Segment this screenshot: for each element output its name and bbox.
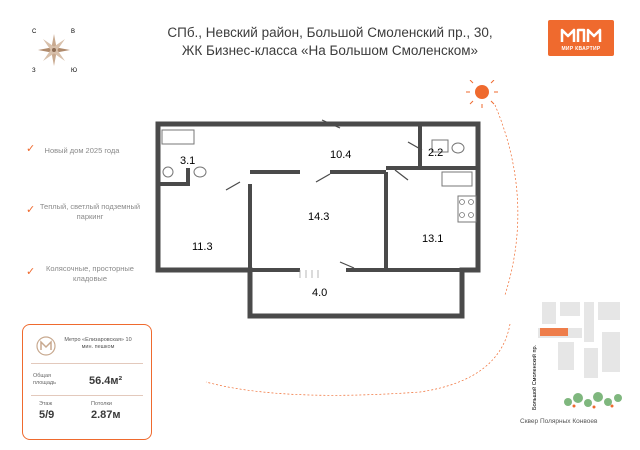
logo-text: МИР КВАРТИР <box>561 46 601 52</box>
ceiling-value: 2.87м <box>91 409 121 421</box>
divider <box>31 395 143 396</box>
doors <box>226 120 422 268</box>
check-icon: ✓ <box>26 204 36 216</box>
compass-west: З <box>32 68 36 74</box>
sun-icon <box>466 80 498 108</box>
area-label: Общая площадь <box>33 373 56 386</box>
floor-value: 5/9 <box>39 409 55 421</box>
complex-name: ЖК Бизнес-класса «На Большом Смоленском» <box>181 43 479 58</box>
floor-plan <box>140 80 520 330</box>
room-area-wc: 2.2 <box>428 147 444 159</box>
room-area-kitchen: 13.1 <box>422 233 444 245</box>
feature-item <box>26 264 144 284</box>
location-map <box>528 298 632 418</box>
feature-item <box>22 143 142 156</box>
bathtub-icon <box>162 130 194 144</box>
feature-text: Колясочные, просторные кладовые <box>46 264 134 283</box>
building-marker <box>540 328 568 336</box>
room-area-hallway: 10.4 <box>330 149 352 161</box>
feature-text: Новый дом 2025 года <box>44 146 120 155</box>
kitchen-sink-icon <box>442 172 472 186</box>
compass-south: Ю <box>71 68 78 74</box>
room-area-living: 14.3 <box>308 211 330 223</box>
room-area-bathroom: 3.1 <box>180 155 196 167</box>
washing-machine-icon <box>163 167 173 177</box>
address-header <box>140 24 520 60</box>
metro-icon <box>35 335 57 357</box>
room-area-balcony: 4.0 <box>312 287 328 299</box>
compass-icon <box>24 24 84 76</box>
park-label: Сквер Полярных Конвоев <box>520 418 598 425</box>
park-trees <box>564 392 622 407</box>
sink-icon <box>194 167 206 177</box>
area-value: 56.4м² <box>89 375 123 387</box>
room-area-bedroom: 11.3 <box>192 241 213 253</box>
company-logo <box>548 20 614 56</box>
check-icon: ✓ <box>26 143 36 155</box>
metro-info: Метро «Елизаровская» 10 мин. пешком <box>64 337 132 350</box>
feature-text: Теплый, светлый подземный паркинг <box>39 202 141 221</box>
check-icon: ✓ <box>26 266 36 278</box>
address-line: СПб., Невский район, Большой Смоленский пр., 30, <box>167 25 493 40</box>
ceiling-label: Потолки <box>91 401 112 407</box>
divider <box>31 363 143 364</box>
toilet-icon <box>452 143 464 153</box>
info-card <box>22 324 152 440</box>
floor-label: Этаж <box>39 401 53 407</box>
street-label: Большой Смоленский пр. <box>532 344 538 410</box>
compass-east: В <box>71 29 76 35</box>
compass-north: С <box>32 29 37 35</box>
feature-item <box>26 202 144 222</box>
